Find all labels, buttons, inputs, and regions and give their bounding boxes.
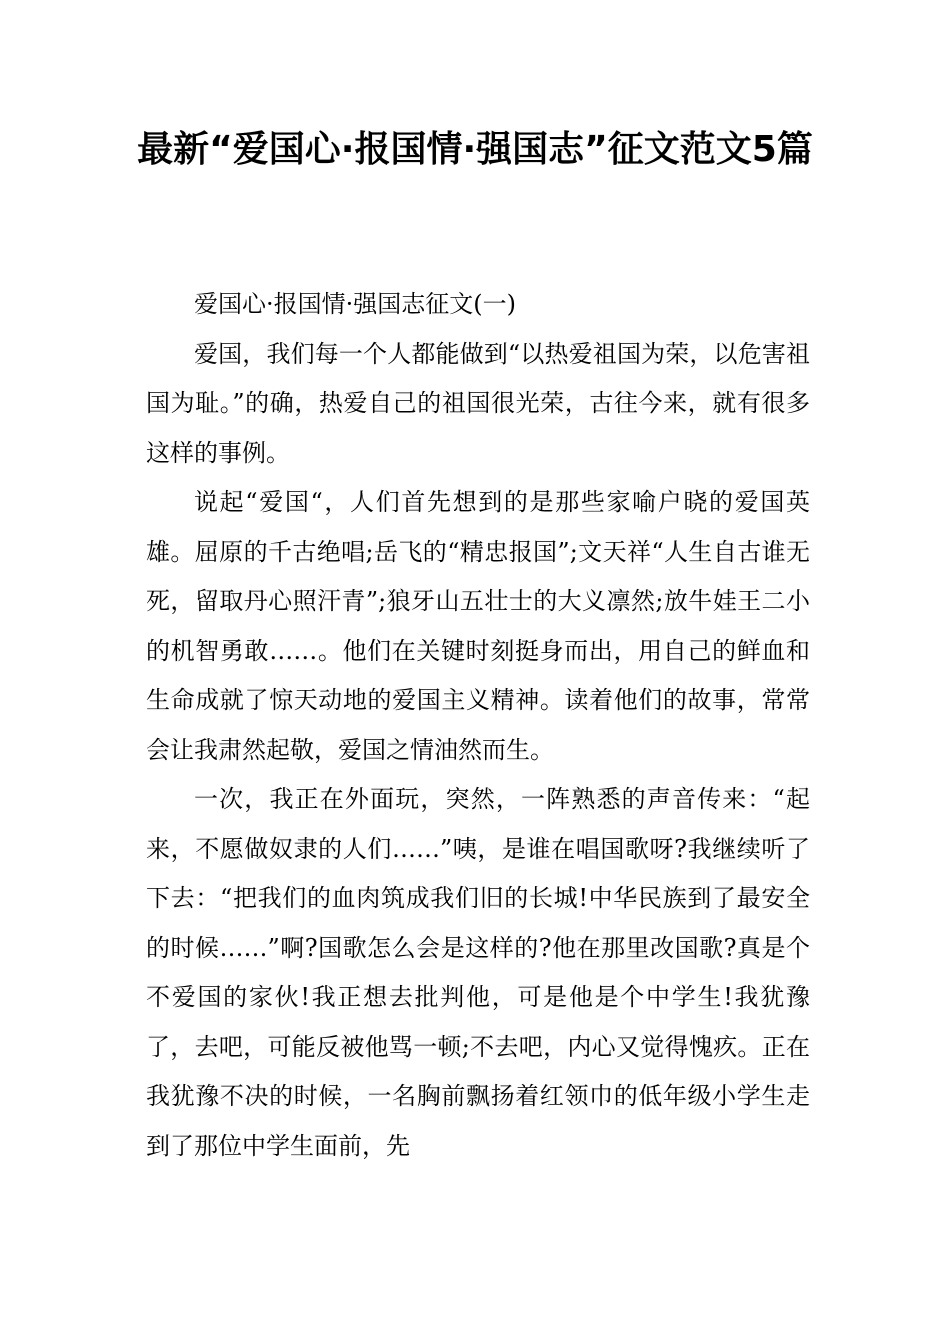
document-title: 最新“爱国心·报国情·强国志”征文范文5篇 bbox=[137, 129, 813, 170]
paragraph-heading: 爱国心·报国情·强国志征文(一) bbox=[194, 290, 516, 318]
document-body bbox=[146, 280, 810, 1171]
paragraph: 爱国，我们每一个人都能做到“以热爱祖国为荣，以危害祖国为耻。”的确，热爱自己的祖国很光荣，古往今来，就有很多这样的事例。 bbox=[146, 339, 810, 467]
paragraph: 说起“爱国“，人们首先想到的是那些家喻户晓的爱国英雄。屈原的千古绝唱;岳飞的“精忠报国”;文天祥“人生自古谁无死，留取丹心照汗青”;狼牙山五壮士的大义凛然;放牛娃王二小的机智勇敢……。他们在关键时刻挺身而出，用自己的鲜血和生命成就了惊天动地的爱国主义精神。读着他们的故事，常常会让我肃然起敬，爱国之情油然而生。 bbox=[146, 488, 810, 764]
paragraph: 一次，我正在外面玩，突然，一阵熟悉的声音传来：“起来，不愿做奴隶的人们……”咦，是谁在唱国歌呀?我继续听了下去：“把我们的血肉筑成我们旧的长城!中华民族到了最安全的时候……”啊?国歌怎么会是这样的?他在那里改国歌?真是个不爱国的家伙!我正想去批判他，可是他是个中学生!我犹豫了，去吧，可能反被他骂一顿;不去吧，内心又觉得愧疚。正在我犹豫不决的时候，一名胸前飘扬着红领巾的低年级小学生走到了那位中学生面前，先 bbox=[146, 785, 810, 1160]
